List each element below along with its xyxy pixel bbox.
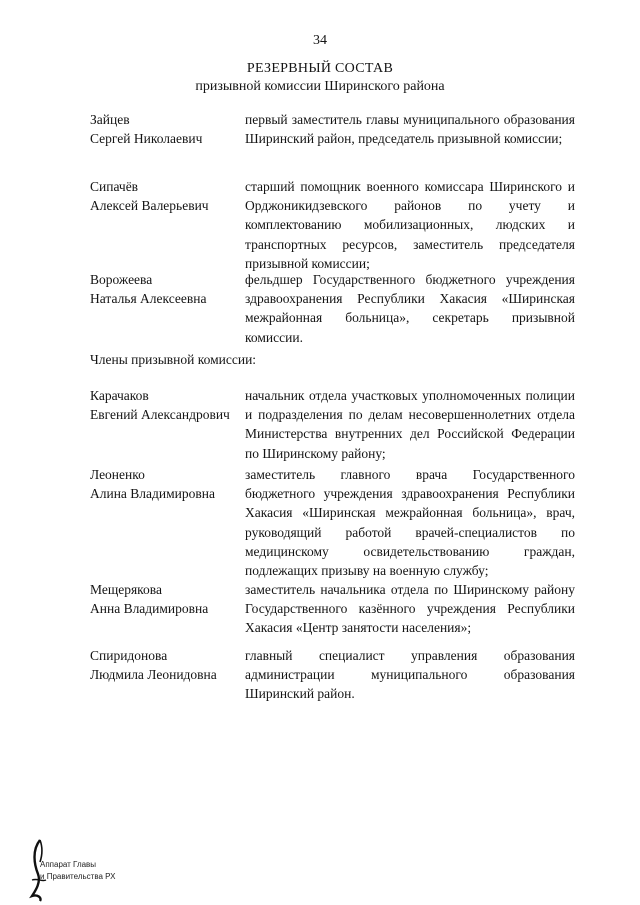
- stamp-line-2: и Правительства РХ: [40, 872, 116, 881]
- person-name: [90, 646, 245, 684]
- document-title: РЕЗЕРВНЫЙ СОСТАВ: [246, 61, 394, 76]
- person-role: заместитель начальника отдела по Ширинскому району Государственного казённого учреждения Республики Хакасия «Центр занятости населения»;: [245, 582, 575, 636]
- person-given-names: Людмила Леонидовна: [90, 667, 217, 682]
- person-surname: Леоненко: [90, 467, 145, 482]
- person-name: [90, 580, 245, 618]
- person-given-names: Евгений Александрович: [90, 407, 230, 422]
- members-heading: Члены призывной комиссии:: [90, 352, 257, 367]
- person-given-names: Наталья Алексеевна: [90, 291, 207, 306]
- stamp-line-1: Аппарат Главы: [40, 860, 97, 869]
- person-role: старший помощник военного комиссара Ширинского и Орджоникидзевского районов по учету и комплектованию мобилизационных, людских и транспортных ресурсов, заместитель председателя призывной комиссии;: [245, 179, 575, 271]
- document-subtitle: призывной комиссии Ширинского района: [195, 79, 445, 94]
- person-given-names: Сергей Николаевич: [90, 131, 203, 146]
- person-surname: Мещерякова: [90, 582, 162, 597]
- person-role: фельдшер Государственного бюджетного учреждения здравоохранения Республики Хакасия «Ширинская межрайонная больница», секретарь призывной комиссии.: [245, 272, 575, 345]
- person-surname: Ворожеева: [90, 272, 153, 287]
- registration-stamp: [28, 838, 138, 902]
- person-surname: Сипачёв: [90, 179, 139, 194]
- person-surname: Спиридонова: [90, 648, 168, 663]
- person-role: заместитель главного врача Государственного бюджетного учреждения здравоохранения Республики Хакасия «Ширинская межрайонная больница», врач, руководящий работой врачей-специалистов по медицинскому освидетельствованию граждан, подлежащих призыву на военную службу;: [245, 467, 575, 579]
- stamp-mark-icon: [28, 838, 138, 902]
- person-name: [90, 177, 245, 215]
- person-given-names: Анна Владимировна: [90, 601, 209, 616]
- person-role: первый заместитель главы муниципального образования Ширинский район, председатель призывной комиссии;: [245, 112, 575, 147]
- person-role: главный специалист управления образования администрации муниципального образования Ширинский район.: [245, 648, 575, 702]
- person-name: [90, 270, 245, 308]
- person-surname: Зайцев: [90, 112, 130, 127]
- person-name: [90, 110, 245, 148]
- person-name: [90, 465, 245, 503]
- person-name: [90, 386, 245, 424]
- person-role: начальник отдела участковых уполномоченных полиции и подразделения по делам несовершеннолетних отдела Министерства внутренних дел Российской Федерации по Ширинскому району;: [245, 388, 575, 461]
- person-surname: Карачаков: [90, 388, 149, 403]
- person-given-names: Алина Владимировна: [90, 486, 215, 501]
- page-number: 34: [313, 33, 327, 48]
- person-given-names: Алексей Валерьевич: [90, 198, 209, 213]
